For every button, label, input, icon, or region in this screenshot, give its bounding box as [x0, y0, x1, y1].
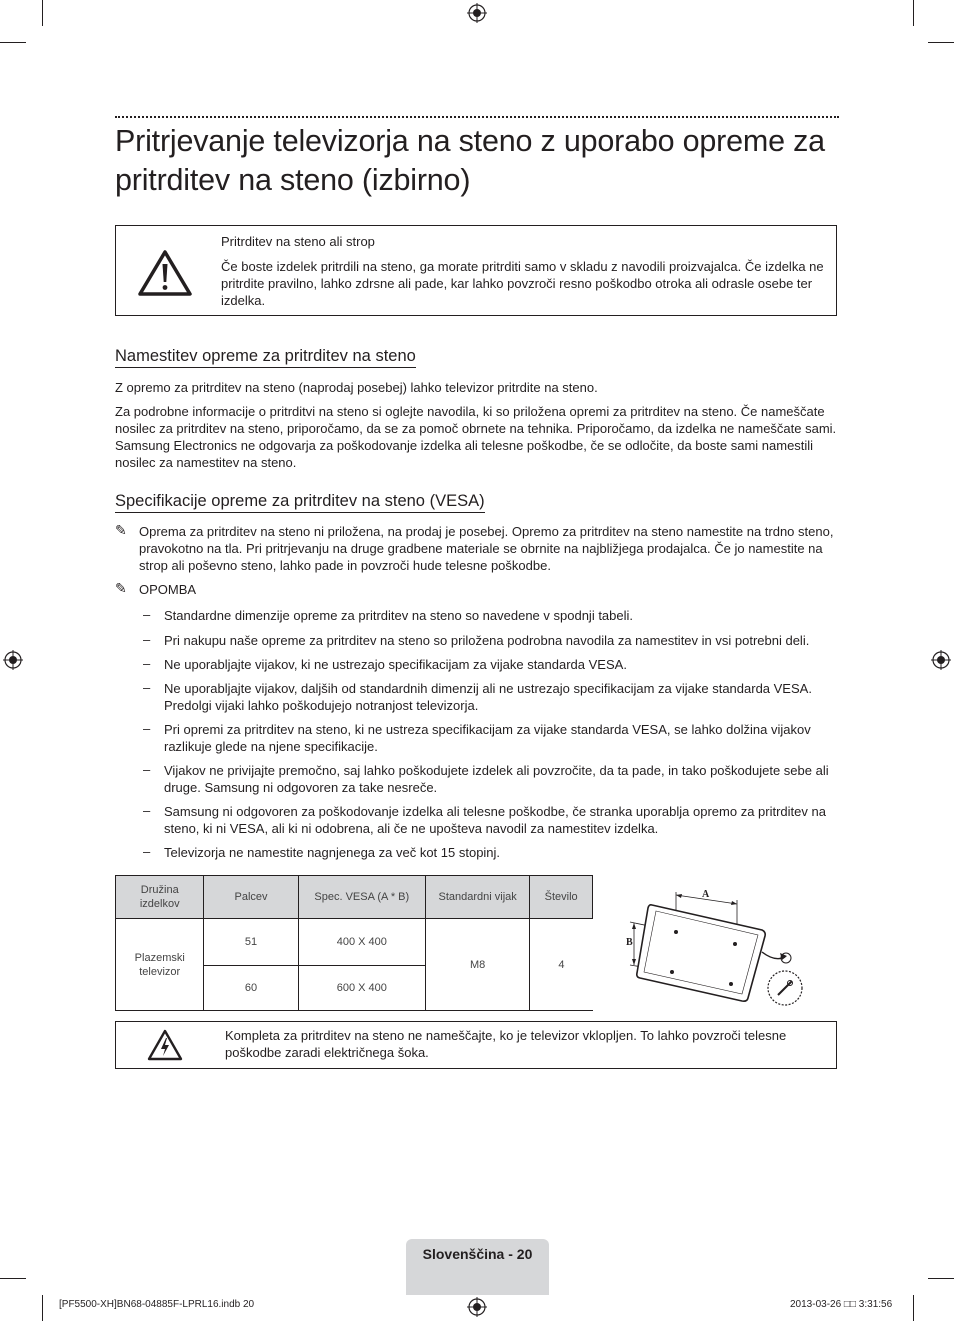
table-cell: 400 X 400: [298, 919, 425, 966]
page-number: Slovenščina - 20: [422, 1246, 533, 1262]
paragraph: Za podrobne informacije o pritrditvi na steno si oglejte navodila, ki so priložena opremi za pritrditev na steno. Če nameščate nosilec za pritrditev na steno, priporočamo, da se za pomoč obrnete na tehnika. Priporočamo, da izdelka ne nameščate sami. Samsung Electronics ne odgovarja za poškodovanje izdelka ali telesne poškodbe, če se odločite, da boste sami namestili nosilec za namestitev na steno.: [115, 404, 837, 470]
crop-mark: [913, 1295, 914, 1321]
table-header: Družina izdelkov: [116, 876, 204, 919]
registration-mark-icon: [3, 650, 23, 670]
page-title: Pritrjevanje televizorja na steno z uporabo opreme za pritrditev na steno (izbirno): [115, 124, 825, 197]
crop-mark: [0, 42, 26, 43]
bullet-dash: –: [143, 803, 151, 818]
pencil-note-icon: ✎: [115, 522, 127, 538]
warning-box: [115, 225, 837, 316]
tv-wall-mount-diagram: [620, 880, 820, 1010]
bullet-dash: –: [143, 680, 151, 695]
pencil-note-icon: ✎: [115, 580, 127, 596]
diagram-label-a: A: [702, 889, 710, 900]
warning-text: Če boste izdelek pritrdili na steno, ga morate pritrditi samo v skladu z navodili proizvajalca. Če izdelka ne pritrdite pravilno, lahko zdrsne ali pade, kar lahko povzroči resno poškodbo otroka ali odrasle osebe ter izdelka.: [221, 259, 824, 308]
warning-title: Pritrditev na steno ali strop: [221, 234, 375, 249]
table-cell-screw: M8: [426, 919, 530, 1011]
crop-mark: [928, 1278, 954, 1279]
bullet-dash: –: [143, 632, 151, 647]
registration-mark-icon: [467, 1297, 487, 1317]
bullet-dash: –: [143, 721, 151, 736]
table-cell: 60: [204, 966, 298, 1011]
bullet-dash: –: [143, 607, 151, 622]
list-item: Vijakov ne privijajte premočno, saj lahko poškodujete izdelek ali povzročite, da ta pade, in tako poškodujete sebe ali druge. Samsung ni odgovoren za take nesreče.: [164, 763, 829, 795]
footer-timestamp: 2013-03-26 □□ 3:31:56: [790, 1299, 893, 1310]
title-divider: [115, 116, 839, 118]
note-text: Oprema za pritrditev na steno ni priložena, na prodaj je posebej. Opremo za pritrditev na steno namestite na trdno steno, pravokotno na tla. Pri pritrjevanju na druge gradbene materiale se obrnite na najbližjega prodajalca. Če jo namestite na strop ali poševno steno, lahko pade in povzroči hude telesne poškodbe.: [139, 524, 834, 573]
bullet-dash: –: [143, 656, 151, 671]
list-item: Ne uporabljajte vijakov, ki ne ustrezajo specifikacijam za vijake standarda VESA.: [164, 657, 627, 672]
electric-shock-warning-box: [115, 1021, 837, 1069]
list-item: Samsung ni odgovoren za poškodovanje izdelka ali telesne poškodbe, če stranka uporablja opremo za pritrditev na steno, ki ni VESA, ali ki ni odobrena, ali če ne upošteva navodil za namestitev izdelka.: [164, 804, 826, 836]
table-cell-count: 4: [530, 919, 593, 1011]
crop-mark: [0, 1278, 26, 1279]
list-item: Pri nakupu naše opreme za pritrditev na steno so priložena podrobna navodila za namestitev in vsi potrebni deli.: [164, 633, 810, 648]
bullet-dash: –: [143, 762, 151, 777]
electric-shock-icon: [147, 1029, 183, 1061]
crop-mark: [913, 0, 914, 26]
bullet-dash: –: [143, 844, 151, 859]
crop-mark: [42, 1295, 43, 1321]
paragraph: Z opremo za pritrditev na steno (naprodaj posebej) lahko televizor pritrdite na steno.: [115, 380, 598, 395]
table-cell: 51: [204, 919, 298, 966]
list-item: Televizorja ne namestite nagnjenega za več kot 15 stopinj.: [164, 845, 501, 860]
table-header: Palcev: [204, 876, 298, 919]
table-cell-family: Plazemski televizor: [116, 919, 204, 1011]
table-cell: 600 X 400: [298, 966, 425, 1011]
footer-file-name: [PF5500-XH]BN68-04885F-LPRL16.indb 20: [59, 1299, 255, 1310]
section-heading-vesa: Specifikacije opreme za pritrditev na steno (VESA): [115, 491, 485, 513]
list-item: Pri opremi za pritrditev na steno, ki ne ustreza specifikacijam za vijake standarda VESA, se lahko dolžina vijakov razlikuje glede na njene specifikacije.: [164, 722, 811, 754]
list-item: Ne uporabljajte vijakov, daljših od standardnih dimenzij ali ne ustrezajo specifikacijam za vijake standarda VESA. Predolgi vijaki lahko poškodujejo notranjost televizorja.: [164, 681, 812, 713]
table-header: Število: [530, 876, 593, 919]
table-header: Standardni vijak: [426, 876, 530, 919]
crop-mark: [42, 0, 43, 26]
page-number-tab: [406, 1239, 549, 1295]
shock-warning-text: Kompleta za pritrditev na steno ne nameščajte, ko je televizor vklopljen. To lahko povzroči telesne poškodbe zaradi električnega šoka.: [225, 1028, 787, 1060]
crop-mark: [928, 42, 954, 43]
diagram-label-b: B: [626, 937, 633, 948]
registration-mark-icon: [931, 650, 951, 670]
table-header: Spec. VESA (A * B): [298, 876, 425, 919]
section-heading-installation: Namestitev opreme za pritrditev na steno: [115, 346, 416, 368]
list-item: Standardne dimenzije opreme za pritrditev na steno so navedene v spodnji tabeli.: [164, 608, 634, 623]
registration-mark-icon: [467, 3, 487, 23]
warning-triangle-icon: [137, 249, 193, 297]
table-row: [116, 919, 593, 966]
vesa-spec-table: [115, 875, 593, 1011]
note-label: OPOMBA: [139, 582, 197, 597]
table-header-row: [116, 876, 593, 919]
